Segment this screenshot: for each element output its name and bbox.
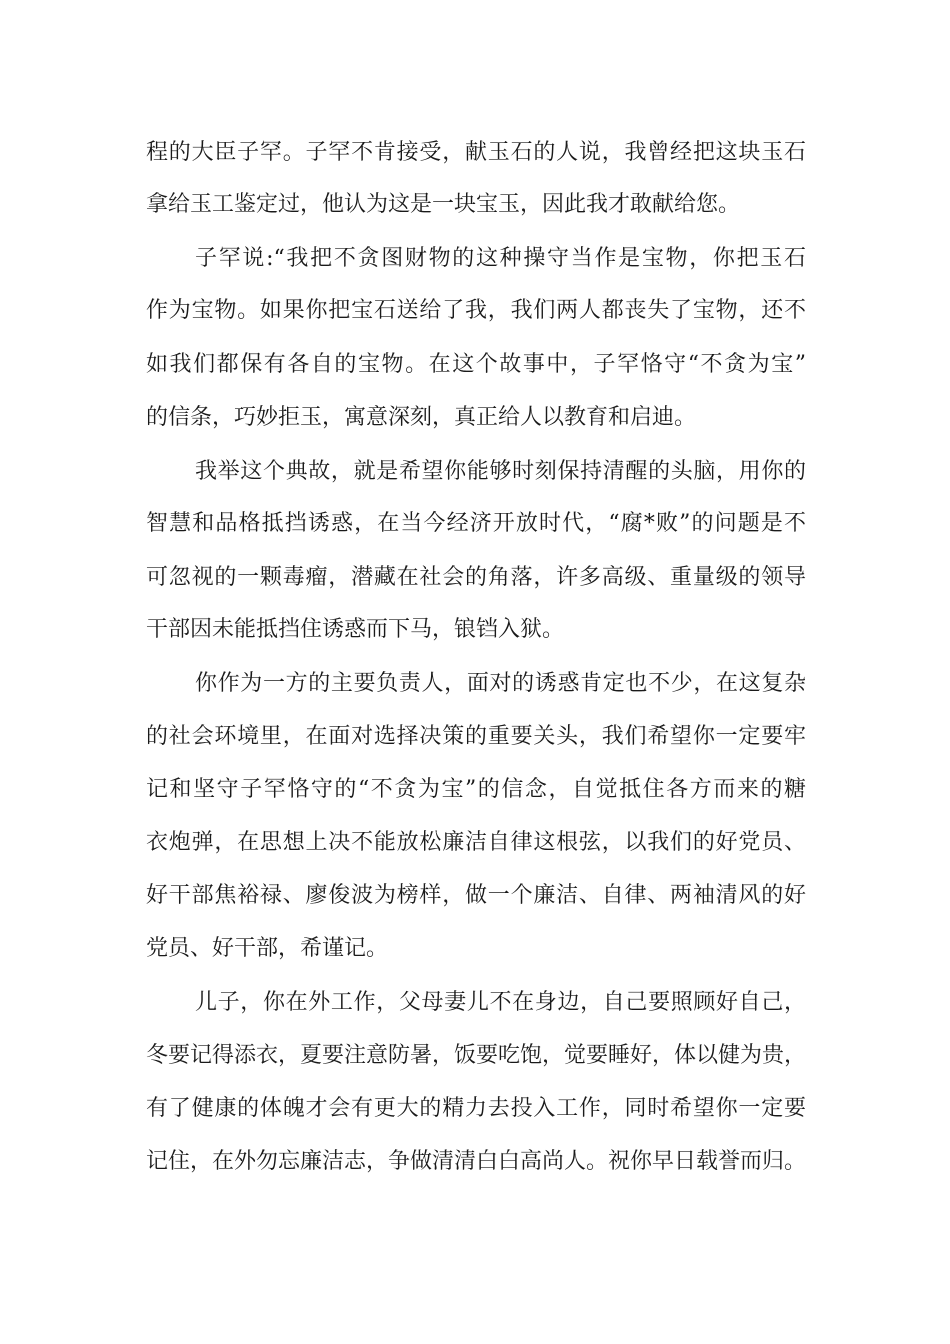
text-line: 的社会环境里，在面对选择决策的重要关头，我们希望你一定要牢	[146, 724, 806, 749]
text-line: 程的大臣子罕。子罕不肯接受，献玉石的人说，我曾经把这块玉石	[146, 140, 806, 165]
text-line: 党员、好干部，希谨记。	[146, 936, 389, 961]
text-line: 有了健康的体魄才会有更大的精力去投入工作，同时希望你一定要	[146, 1096, 806, 1121]
text-line: 拿给玉工鉴定过，他认为这是一块宝玉，因此我才敢献给您。	[146, 192, 741, 217]
text-line: 的信条，巧妙拒玉，寓意深刻，真正给人以教育和启迪。	[146, 405, 697, 430]
text-line: 智慧和品格抵挡诱惑，在当今经济开放时代，“腐*败”的问题是不	[146, 511, 806, 536]
text-line: 作为宝物。如果你把宝石送给了我，我们两人都丧失了宝物，还不	[146, 298, 806, 323]
text-line: 可忽视的一颗毒瘤，潜藏在社会的角落，许多高级、重量级的领导	[146, 565, 806, 590]
text-line: 子罕说:“我把不贪图财物的这种操守当作是宝物，你把玉石	[195, 246, 806, 271]
text-line: 你作为一方的主要负责人，面对的诱惑肯定也不少，在这复杂	[195, 671, 806, 696]
text-line: 好干部焦裕禄、廖俊波为榜样，做一个廉洁、自律、两袖清风的好	[146, 883, 806, 908]
text-line: 干部因未能抵挡住诱惑而下马，锒铛入狱。	[146, 617, 565, 642]
text-line: 记和坚守子罕恪守的“不贪为宝”的信念，自觉抵住各方而来的糖	[146, 777, 806, 802]
text-line: 我举这个典故，就是希望你能够时刻保持清醒的头脑，用你的	[195, 459, 806, 484]
text-line: 记住，在外勿忘廉洁志，争做清清白白高尚人。祝你早日载誉而归。	[146, 1149, 807, 1174]
text-line: 如我们都保有各自的宝物。在这个故事中，子罕恪守“不贪为宝”	[146, 352, 806, 377]
text-line: 儿子，你在外工作，父母妻儿不在身边，自己要照顾好自己，	[195, 990, 806, 1015]
text-line: 衣炮弹，在思想上决不能放松廉洁自律这根弦，以我们的好党员、	[146, 830, 806, 855]
text-line: 冬要记得添衣，夏要注意防暑，饭要吃饱，觉要睡好，体以健为贵，	[146, 1043, 807, 1068]
